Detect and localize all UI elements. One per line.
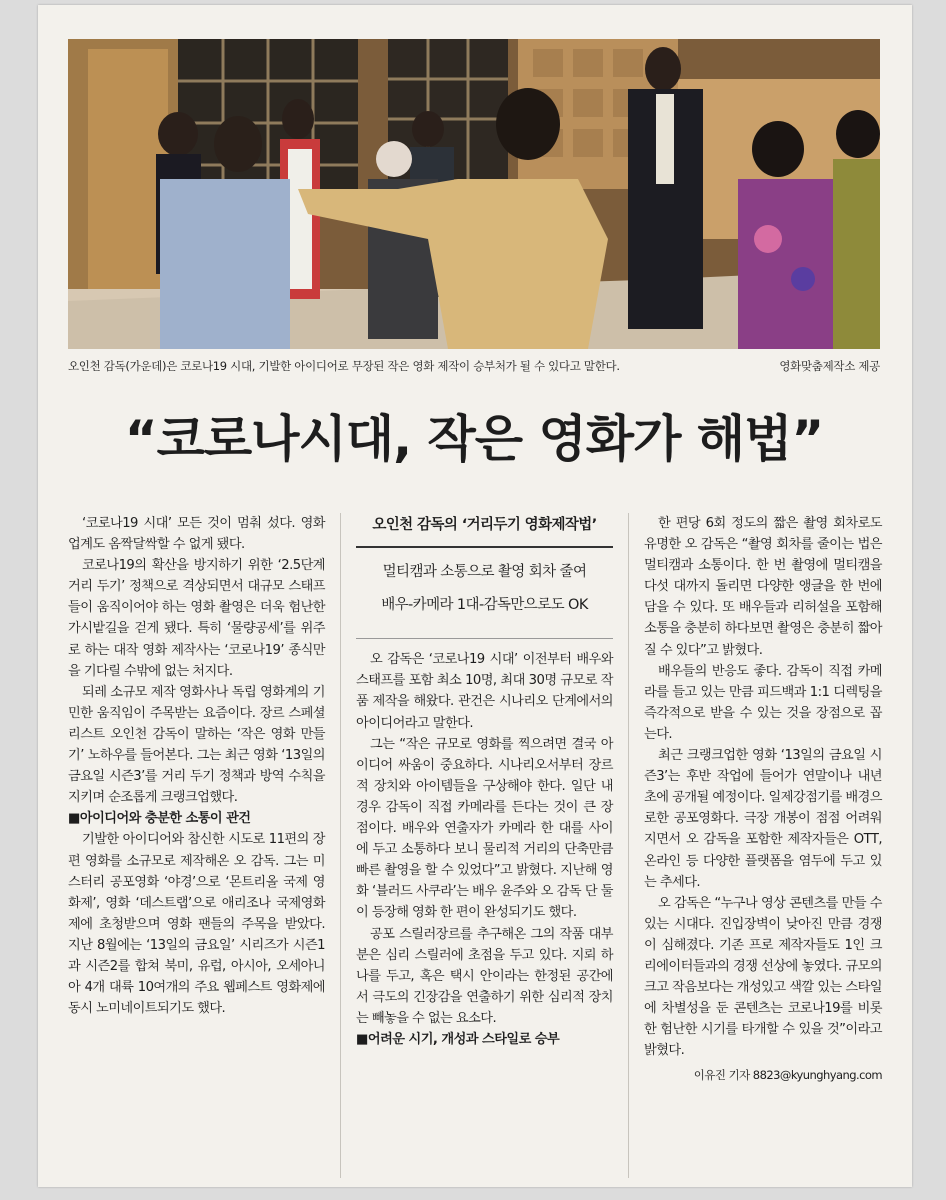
paragraph: ‘코로나19 시대’ 모든 것이 멈춰 섰다. 영화 업계도 옴짝달싹할 수 없게 됐다. (68, 516, 325, 553)
byline: 이유진 기자 8823@kyunghyang.com (693, 1068, 882, 1083)
paragraph: 오 감독은 “누구나 영상 콘텐츠를 만들 수 있는 시대다. 진입장벽이 낮아진 만큼 경쟁이 심해졌다. 기존 프로 제작자들도 1인 크리에이터들과의 경쟁 선상에 놓였다. 규모의 크고 작음보다는 개성있고 색깔 있는 스타일에 차별성을 둔 콘텐츠는 코로나19를 비롯한 험난한 시기를 타개할 수 있을 것”이라고 밝혔다. (644, 895, 882, 1059)
article-column-3 (644, 513, 882, 1087)
photo-credit: 영화맞춤제작소 제공 (779, 359, 880, 373)
paragraph: 최근 크랭크업한 영화 ‘13일의 금요일 시즌3’는 후반 작업에 들어가 연말이나 내년 초에 공개될 예정이다. 일제강점기를 배경으로한 공포영화다. 극장 개봉이 점점 어려워지면서 오 감독을 포함한 제작자들은 OTT, 온라인 등 다양한 플랫폼을 염두에 두고 있는 추세다. (644, 748, 882, 890)
column-divider (340, 513, 341, 1178)
paragraph: 그는 “작은 규모로 영화를 찍으려면 결국 아이디어 싸움이 중요하다. 시나리오서부터 장르적 장치와 아이템들을 구상해야 한다. 일단 내 경우 감독이 직접 카메라를 든다는 것이 큰 장점이다. 배우와 연출자가 카메라 한 대를 사이에 두고 소통하다 보니 물리적 거리의 단축만큼 빠른 촬영을 할 수 있었다”고 밝혔다. 지난해 영화 ‘블러드 사쿠라’는 배우 윤주와 오 감독 단 둘이 등장해 영화 한 편이 완성되기도 했다. (356, 736, 613, 921)
subhead-line: 배우-카메라 1대-감독만으로도 OK (356, 587, 613, 639)
newspaper-page (38, 5, 912, 1187)
film-set-illustration (68, 39, 880, 349)
paragraph: 오 감독은 ‘코로나19 시대’ 이전부터 배우와 스태프를 포함 최소 10명, 최대 30명 규모로 작품 제작을 해왔다. 관건은 시나리오 단계에서의 아이디어라고 말한다. (356, 652, 613, 731)
section-subheading: ■어려운 시기, 개성과 스타일로 승부 (356, 1031, 560, 1047)
news-photo (68, 39, 880, 349)
paragraph: 되레 소규모 제작 영화사나 독립 영화계의 기민한 움직임이 주목받는 요즘이다. 장르 스페셜리스트 오인천 감독이 말하는 ‘작은 영화 만들기’ 노하우를 들어본다. 그는 최근 영화 ‘13일의 금요일 시즌3’를 거리 두기 정책과 방역 수칙을 지키며 순조롭게 크랭크업했다. (68, 684, 325, 806)
article-column-1 (68, 513, 325, 1019)
photo-caption-bar (68, 356, 880, 376)
paragraph: 배우들의 반응도 좋다. 감독이 직접 카메라를 들고 있는 만큼 피드백과 1:1 디렉팅을 즉각적으로 받을 수 있는 것을 장점으로 꼽는다. (644, 663, 882, 742)
subhead-box (356, 513, 613, 639)
paragraph: 한 편당 6회 정도의 짧은 촬영 회차로도 유명한 오 감독은 “촬영 회차를 줄이는 법은 멀티캠과 소통이다. 한 번 촬영에 멀티캠을 다섯 대까지 돌리면 다양한 앵글을 한 번에 담을 수 있다. 또 배우들과 리허설을 포함해 소통을 충분히 하다보면 촬영은 충분히 짧아질 수 있다”고 밝혔다. (644, 516, 882, 658)
headline: “코로나시대, 작은 영화가 해법” (124, 410, 824, 468)
paragraph: 기발한 아이디어와 참신한 시도로 11편의 장편 영화를 소규모로 제작해온 오 감독. 그는 미스터리 공포영화 ‘야경’으로 ‘몬트리올 국제 영화제’, 영화 ‘데스트랩’으로 애리조나 국제영화제에 초청받으며 영화 팬들의 주목을 받았다. 지난 8월에는 ‘13일의 금요일’ 시리즈가 시즌1과 시즌2를 합쳐 북미, 유럽, 아시아, 오세아니아 4개 대륙 10여개의 주요 웹페스트 영화제에 동시 노미네이트되기도 했다. (68, 832, 325, 1017)
paragraph: 공포 스릴러장르를 추구해온 그의 작품 대부분은 심리 스릴러에 초점을 두고 있다. 지뢰 하나를 두고, 혹은 택시 안이라는 한정된 공간에서 극도의 긴장감을 연출하기 위한 심리적 장치는 빼놓을 수 없는 요소다. (356, 926, 613, 1026)
section-subheading: ■아이디어와 충분한 소통이 관건 (68, 811, 251, 827)
article-column-2 (356, 513, 613, 1050)
subhead-line: 멀티캠과 소통으로 촬영 회차 줄여 (382, 564, 587, 581)
subhead-kicker: 오인천 감독의 ‘거리두기 영화제작법’ (356, 513, 613, 548)
column-divider (628, 513, 629, 1178)
photo-caption: 오인천 감독(가운데)은 코로나19 시대, 기발한 아이디어로 무장된 작은 영화 제작이 승부처가 될 수 있다고 말한다. (68, 359, 620, 373)
paragraph: 코로나19의 확산을 방지하기 위한 ‘2.5단계 거리 두기’ 정책으로 격상되면서 대규모 스태프들이 움직이어야 하는 영화 촬영은 더욱 험난한 가시밭길을 걷게 됐다. 특히 ‘물량공세’를 위주로 하는 대작 영화 제작사는 ‘코로나19’ 종식만을 기다릴 수밖에 없는 처지다. (68, 558, 325, 679)
